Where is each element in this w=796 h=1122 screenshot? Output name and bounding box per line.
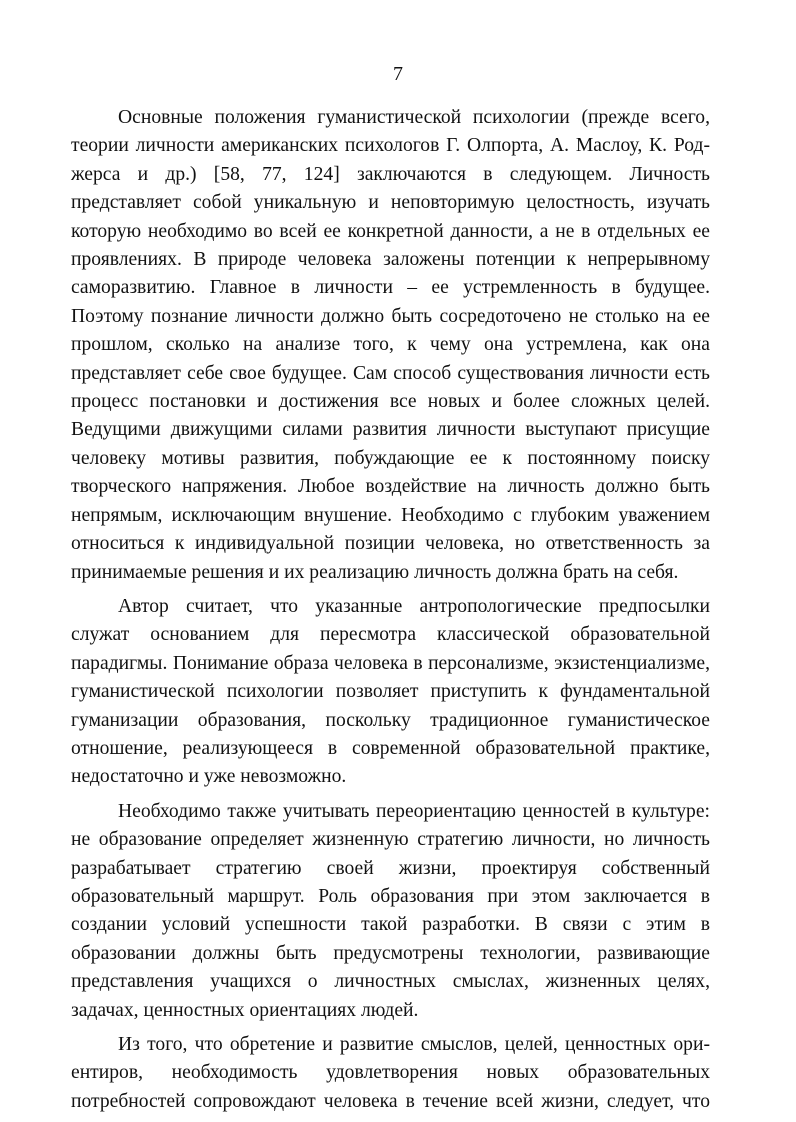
paragraph-2: Автор считает, что указанные антропологические предпосылки служат основанием для пересмотра классической образовательной парадигмы. Понимание образа человека в персонализме, экзистенциализме, гуманистической психологии позволяет приступить к фундаментальной гуманизации образования, поскольку традиционное гуманистическое отношение, реализующееся в современной образовательной практике, недостаточно и уже невозможно. <box>71 595 710 788</box>
paragraph-4: Из того, что обретение и развитие смыслов, целей, ценностных ориентиров, необходимость удовлетворения новых образовательных потребностей сопровождают человека в течение всей жизни, следует, что <box>71 1034 710 1112</box>
paragraph-3: Необходимо также учитывать переориентацию ценностей в культуре: не образование определяет жизненную стратегию личности, но личность разрабатывает стратегию своей жизни, проектируя собственный образовательный маршрут. Роль образования при этом заключается в создании условий успешности такой разработки. В связи с этим в образовании должны быть предусмотрены технологии, развивающие представления учащихся о личностных смыслах, жизненных целях, задачах, ценностных ориентациях людей. <box>71 800 710 1021</box>
paragraph-1: Основные положения гуманистической психологии (прежде всего, теории личности американских психологов Г. Олпорта, А. Маслоу, К. Роджерса и др.) [58, 77, 124] заключаются в следующем. Личность представляет собой уникальную и неповторимую целостность, изучать которую необходимо во всей ее конкретной данности, а не в отдельных ее проявлениях. В природе человека заложены потенции к непрерывному саморазвитию. Главное в личности – ее устремленность в будущее. Поэтому познание личности должно быть сосредоточено не столько на ее прошлом, сколько на анализе того, к чему она устремлена, как она представляет себе свое будущее. Сам способ существования личности есть процесс постановки и достижения все новых и более сложных целей. Ведущими движущими силами развития личности выступают присущие человеку мотивы развития, побуждающие ее к постоянному поиску творческого напряжения. Любое воздействие на личность должно быть непрямым, исключающим внушение. Необходимо с глубоким уважением относиться к индивидуальной позиции человека, но ответственность за принимаемые решения и их реализацию личность должна брать на себя. <box>71 107 710 583</box>
page-number: 7 <box>393 63 403 85</box>
body-text <box>71 104 710 1122</box>
